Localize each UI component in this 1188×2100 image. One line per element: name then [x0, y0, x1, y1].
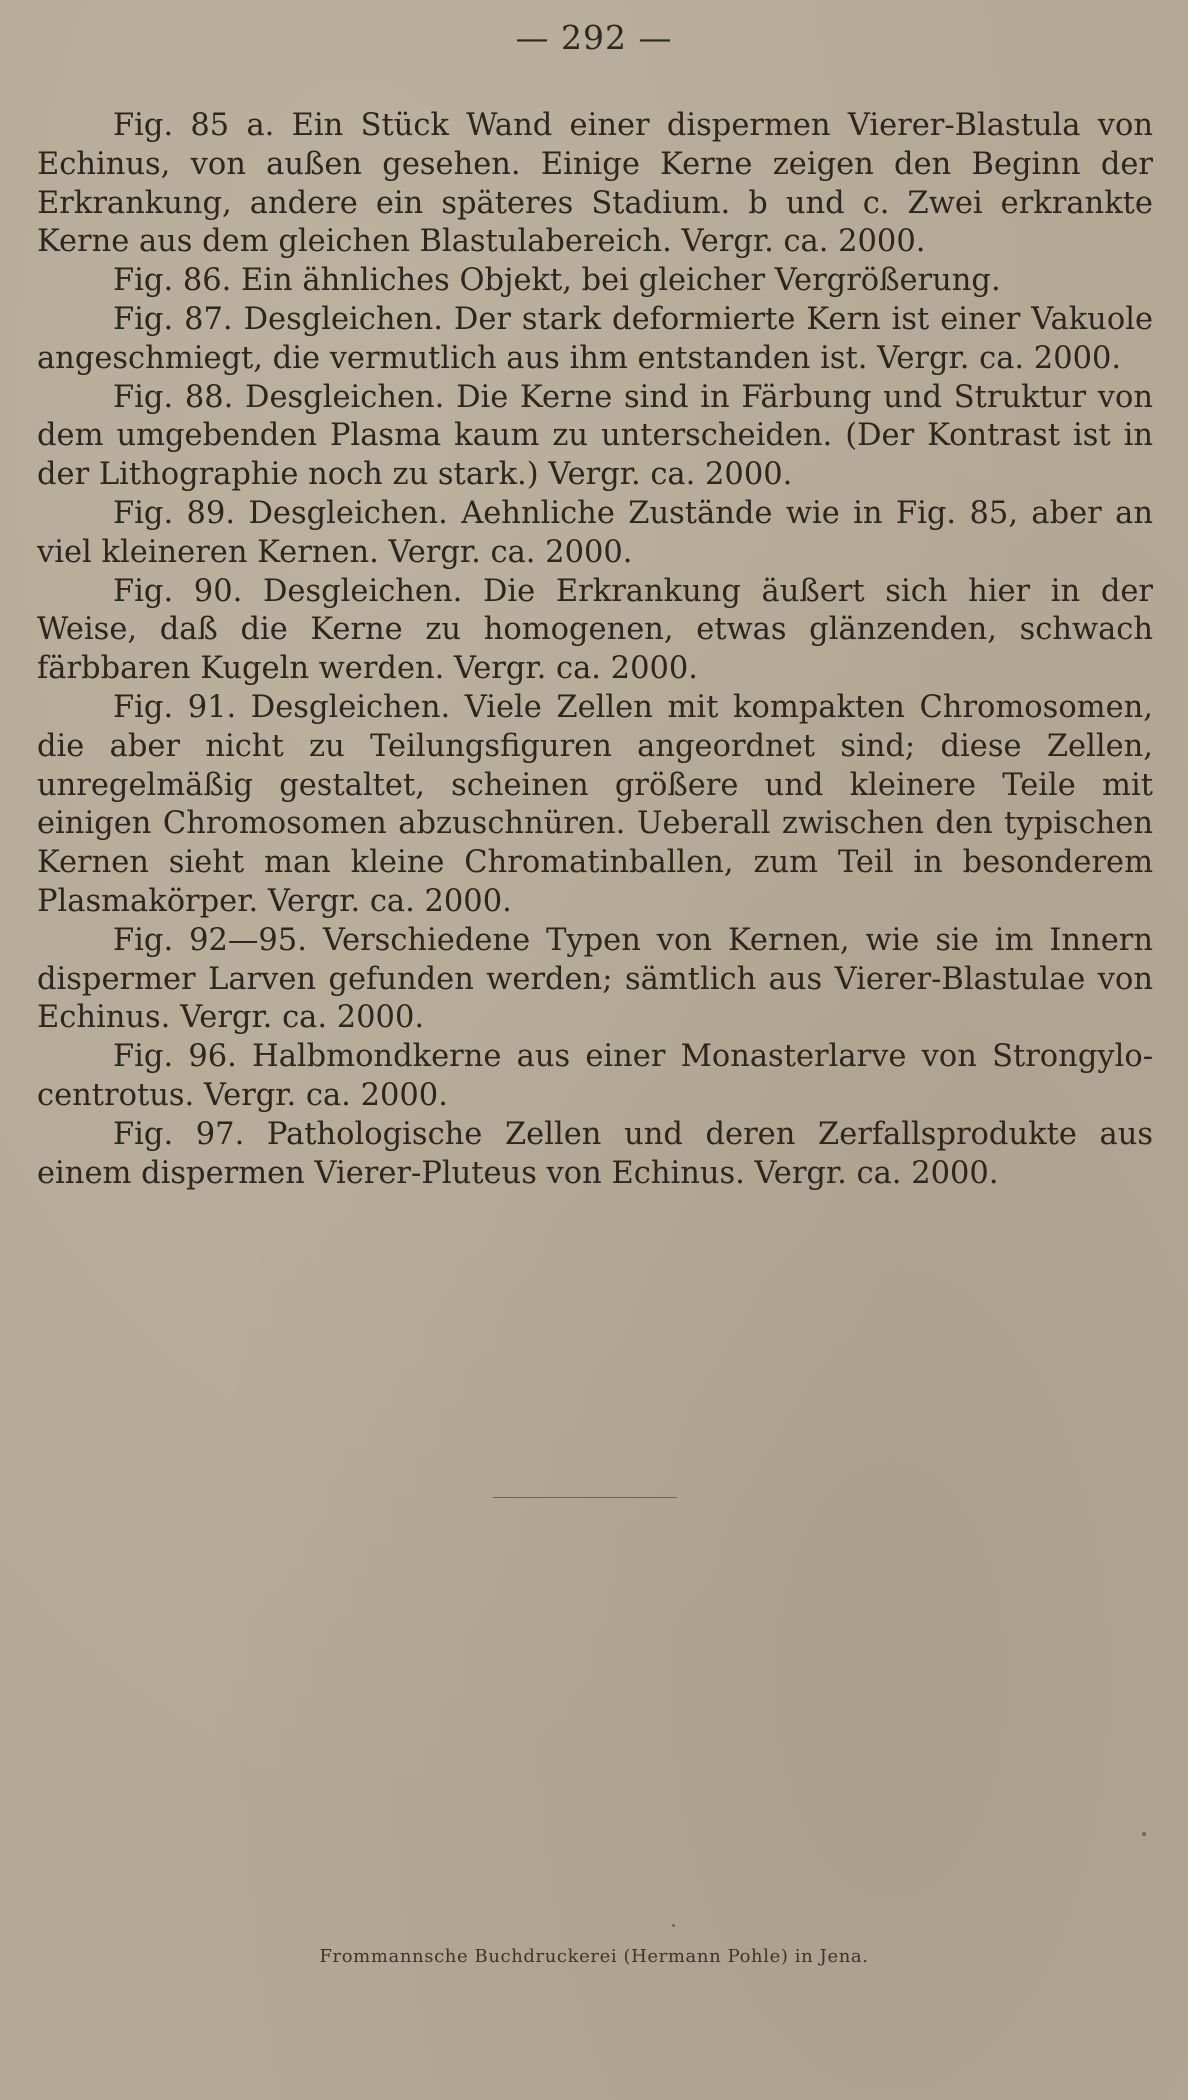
caption-fig-92-95: Fig. 92—95. Verschiedene Typen von Kernen, wie sie im Innern dispermer Larven gefunden werden; sämtlich aus Vierer-Blastulae von Echinus. Vergr. ca. 2000. [37, 922, 1153, 1036]
page-number: — 292 — [515, 18, 673, 57]
caption-fig-87: Fig. 87. Desgleichen. Der stark deformierte Kern ist einer Vakuole angeschmiegt, die vermutlich aus ihm entstanden ist. Vergr. ca. 2000. [37, 301, 1153, 376]
caption-fig-91: Fig. 91. Desgleichen. Viele Zellen mit kompakten Chromosomen, die aber nicht zu Teilungsfiguren angeordnet sind; diese Zellen, unregelmäßig gestaltet, scheinen größere und kleinere Teile mit einigen Chromosomen abzuschnüren. Ueberall zwischen den typischen Kernen sieht man kleine Chromatinballen, zum Teil in besonderem Plasmakörper. Vergr. ca. 2000. [37, 689, 1153, 919]
caption-fig-86: Fig. 86. Ein ähnliches Objekt, bei gleicher Vergrößerung. [113, 263, 1001, 299]
paper-speck [1142, 1832, 1146, 1836]
caption-fig-88: Fig. 88. Desgleichen. Die Kerne sind in Färbung und Struktur von dem umgebenden Plasma kaum zu unterscheiden. (Der Kontrast ist in der Lithographie noch zu stark.) Vergr. ca. 2000. [37, 379, 1153, 493]
figure-captions [37, 107, 1153, 1193]
caption-fig-89: Fig. 89. Desgleichen. Aehnliche Zustände wie in Fig. 85, aber an viel kleineren Kernen. Vergr. ca. 2000. [37, 495, 1153, 570]
paper-speck [672, 1924, 675, 1927]
caption-fig-85a: Fig. 85 a. Ein Stück Wand einer dispermen Vierer-Blastula von Echinus, von außen gesehen. Einige Kerne zeigen den Beginn der Erkrankung, andere ein späteres Stadium. b und c. Zwei erkrankte Kerne aus dem gleichen Blastulabereich. Vergr. ca. 2000. [37, 108, 1153, 260]
caption-fig-96: Fig. 96. Halbmondkerne aus einer Monasterlarve von Strongylocentrotus. Vergr. ca. 2000. [37, 1039, 1153, 1113]
caption-fig-90: Fig. 90. Desgleichen. Die Erkrankung äußert sich hier in der Weise, daß die Kerne zu homogenen, etwas glänzenden, schwach färbbaren Kugeln werden. Vergr. ca. 2000. [37, 573, 1153, 687]
caption-fig-97: Fig. 97. Pathologische Zellen und deren Zerfallsprodukte aus einem dispermen Vierer-Pluteus von Echinus. Vergr. ca. 2000. [37, 1116, 1153, 1191]
section-end-rule [493, 1497, 677, 1498]
printer-imprint: Frommannsche Buchdruckerei (Hermann Pohle) in Jena. [319, 1946, 869, 1967]
